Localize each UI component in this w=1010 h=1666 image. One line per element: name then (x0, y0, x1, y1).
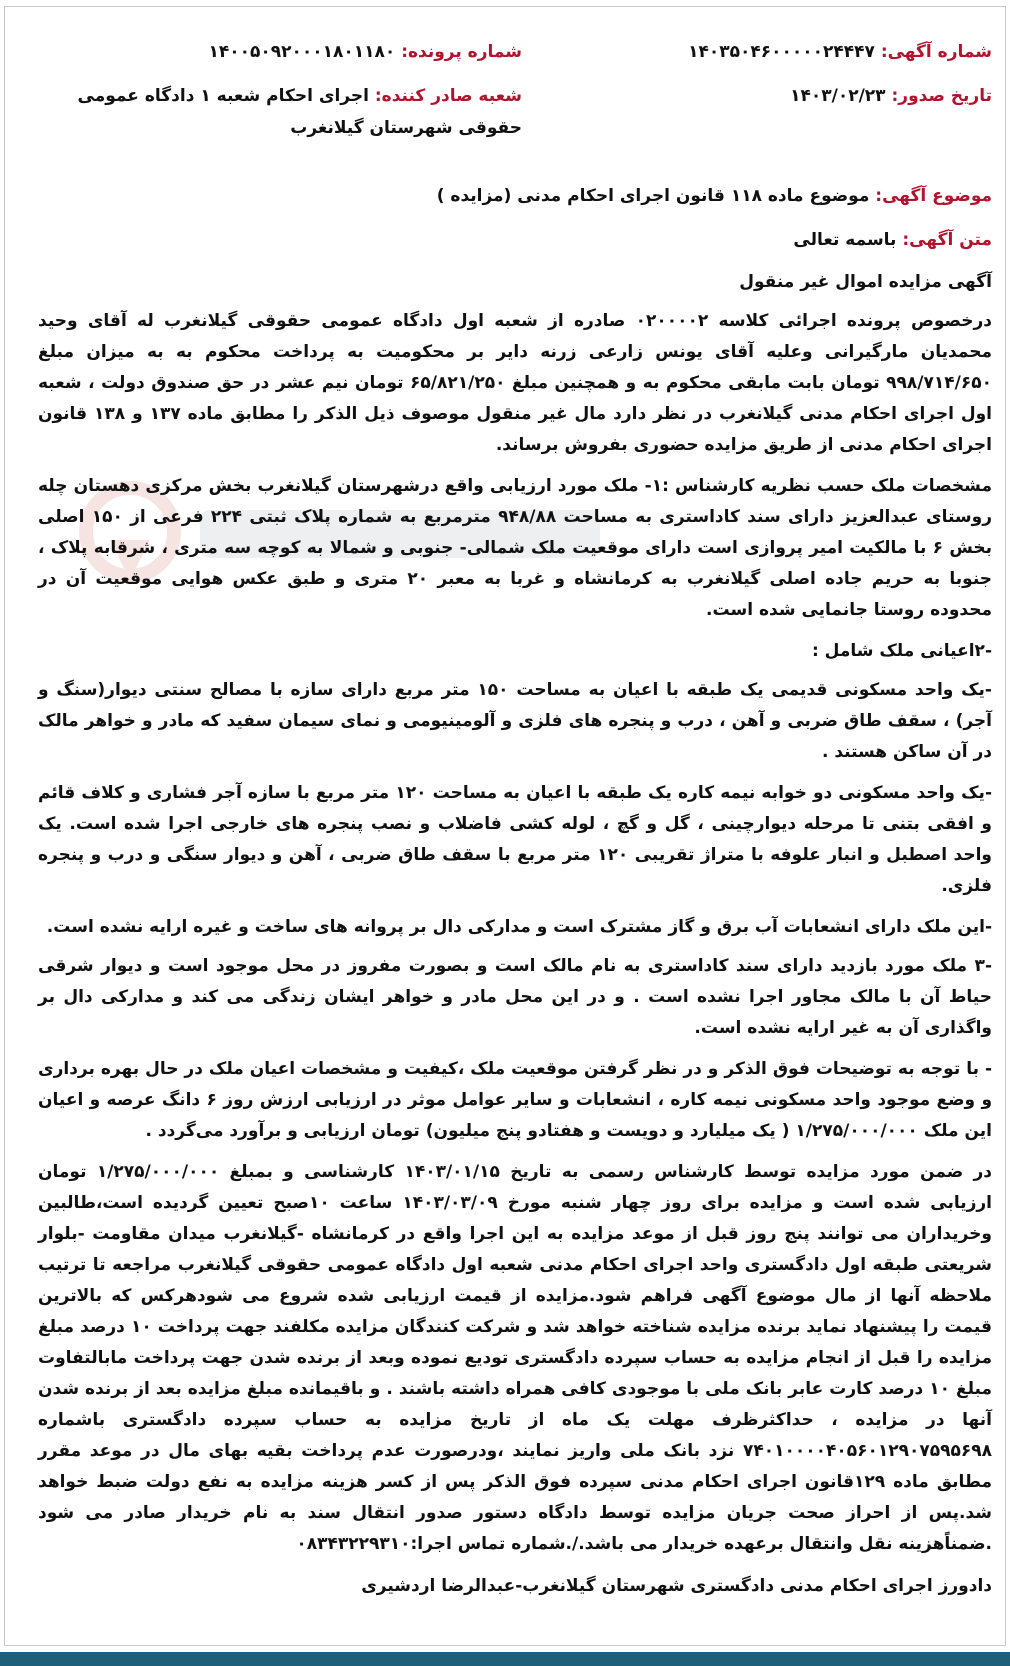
notice-content (38, 36, 992, 1602)
paragraph-cadastral: -۳ ملک مورد بازدید دارای سند کاداستری به نام مالک است و بصورت مفروز در محل موجود است و دیوار شرقی حیاط آن با مالک مجاور اجرا نشده است . و در این محل مادر و خواهر ایشان زندگی می کند و مدارکی دال بر واگذاری آن به غیر ارایه نشده است. (38, 956, 992, 1038)
ad-number-value: ۱۴۰۳۵۰۴۶۰۰۰۰۰۲۴۴۴۷ (688, 42, 875, 62)
paragraph-buildings-heading: -۲اعیانی ملک شامل : (811, 641, 992, 661)
ad-number (552, 36, 992, 68)
issuer-label: شعبه صادر کننده: (374, 86, 522, 106)
signature: دادورز اجرای احکام مدنی دادگستری شهرستان گیلانغرب-عبدالرضا اردشیری (361, 1576, 992, 1596)
issue-date (552, 80, 992, 112)
paragraph-property-specs: مشخصات ملک حسب نظریه کارشناس :۱- ملک مورد ارزیابی واقع درشهرستان گیلانغرب بخش مرکزی دهستان چله روستای عبدالعزیز دارای سند کاداستری به مساحت ۹۴۸/۸۸ مترمربع به شماره پلاک ثبتی ۲۲۴ فرعی از ۱۵۰ اصلی بخش ۶ با مالکیت امیر پروازی است دارای موقعیت ملک شمالی- جنوبی و شمالا به کوچه سه متری ، شرقابه پلاک ، جنوبا به حریم جاده اصلی گیلانغرب به کرمانشاه و غربا به معبر ۲۰ متری و طبق عکس هوایی موقعیت آن در محدوده روستا جانمایی شده است. (38, 476, 993, 620)
subject-value: موضوع ماده ۱۱۸ قانون اجرای احکام مدنی (مزایده ) (436, 186, 870, 206)
ad-number-label: شماره آگهی: (880, 42, 992, 62)
text-label: متن آگهی: (902, 230, 992, 250)
text-label-value: باسمه تعالی (793, 230, 897, 250)
header-row-2 (38, 80, 992, 152)
file-number (42, 36, 522, 68)
text-label-row (38, 224, 992, 264)
subject-label: موضوع آگهی: (875, 186, 992, 206)
paragraph-utilities: -این ملک دارای انشعابات آب برق و گاز مشترک است و مدارکی دال بر پروانه های ساخت و غیره ارایه نشده است. (46, 917, 992, 937)
paragraph-case: درخصوص پرونده اجرائی کلاسه ۰۲۰۰۰۰۲ صادره از شعبه اول دادگاه عمومی حقوقی گیلانغرب له آقای وحید محمدیان مارگیرانی وعلیه آقای یونس زارعی زرنه دایر بر محکومیت به پرداخت محکوم به به میزان مبلغ ۹۹۸/۷۱۴/۶۵۰ تومان بابت مابقی محکوم به و همچنین مبلغ ۶۵/۸۲۱/۲۵۰ تومان نیم عشر در حق صندوق دولت ، شعبه اول اجرای احکام مدنی گیلانغرب در نظر دارد مال غیر منقول موصوف ذیل الذکر را مطابق ماده ۱۳۷ و ۱۳۸ قانون اجرای احکام مدنی از طریق مزایده حضوری بفروش برساند. (38, 311, 992, 455)
notice-title: آگهی مزایده اموال غیر منقول (739, 272, 992, 292)
paragraph-auction-terms: در ضمن مورد مزایده توسط کارشناس رسمی به تاریخ ۱۴۰۳/۰۱/۱۵ کارشناسی و بمبلغ ۱/۲۷۵/۰۰۰/۰۰۰ تومان ارزیابی شده است و مزایده برای روز چهار شنبه مورخ ۱۴۰۳/۰۳/۰۹ ساعت ۱۰صبح تعیین گردیده است،طالبین وخریداران می توانند پنج روز قبل از موعد مزایده به این اجرا واقع در کرمانشاه -گیلانغرب میدان مقاومت -بلوار شریعتی طبقه اول دادگستری واحد اجرای احکام مدنی شعبه اول دادگاه عمومی حقوقی گیلانغرب مراجعه تا ترتیب ملاحظه آنها از مال موضوع آگهی فراهم شود.مزایده از قیمت ارزیابی شده شروع می شودهرکس که بالاترین قیمت را پیشنهاد نماید برنده مزایده شناخته خواهد شد و شرکت کنندگان مزایده مکلفند جهت پرداخت ۱۰ درصد مبلغ مزایده را قبل از انجام مزایده به حساب سپرده دادگستری تودیع نموده وبعد از برنده شدن جهت پرداخت مابالتفاوت مبلغ ۱۰ درصد کارت عابر بانک ملی با موجودی کافی همراه داشته باشند . و باقیمانده مبلغ مزایده بعد از برنده شدن آنها در مزایده ، حداکثرظرف مهلت یک ماه از تاریخ مزایده به حساب سپرده دادگستری باشماره ۷۴۰۱۰۰۰۰۴۰۵۶۰۱۲۹۰۷۵۹۵۶۹۸ نزد بانک ملی واریز نمایند ،ودرصورت عدم پرداخت بقیه بهای مال در موعد مقرر مطابق ماده ۱۲۹قانون اجرای احکام مدنی سپرده فوق الذکر پس از کسر هزینه مزایده به نفع دولت ضبط خواهد شد.پس از احراز صحت جریان مزایده توسط دادگاه دستور صدور انتقال سند به نام خریدار صادر می شود .ضمناًهزینه نقل وانتقال برعهده خریدار می باشد./.شماره تماس اجرا:۰۸۳۴۳۲۲۹۳۱۰ (38, 1162, 993, 1554)
paragraph-old-unit: -یک واحد مسکونی قدیمی یک طبقه با اعیان به مساحت ۱۵۰ متر مربع دارای سازه با مصالح سنتی دیوار(سنگ و آجر) ، سقف طاق ضربی و آهن ، درب و پنجره های فلزی و آلومینیومی و نمای سیمان سفید که مادر و خواهر مالک در آن ساکن هستند . (38, 680, 992, 762)
bottom-bar (0, 1652, 1010, 1666)
file-number-value: ۱۴۰۰۵۰۹۲۰۰۰۱۸۰۱۱۸۰ (208, 42, 396, 62)
header-row-1 (38, 36, 992, 80)
issuer-value: اجرای احکام شعبه ۱ دادگاه عمومی حقوقی شهرستان گیلانغرب (77, 86, 522, 138)
paragraph-new-unit: -یک واحد مسکونی دو خوابه نیمه کاره یک طبقه با اعیان به مساحت ۱۲۰ متر مربع با سازه آجر فشاری و کلاف قائم و افقی بتنی تا مرحله دیوارچینی ، گل و گچ ، لوله کشی فاضلاب و نصب پنجره های خارجی اجرا شده است. یک واحد اصطبل و انبار علوفه با متراژ تقریبی ۱۲۰ متر مربع با سقف طاق ضربی ، آهن و دیوار سنگی و درب و پنجره فلزی. (38, 783, 992, 896)
subject-row (38, 180, 992, 224)
issue-date-label: تاریخ صدور: (891, 86, 992, 106)
paragraph-valuation: - با توجه به توضیحات فوق الذکر و در نظر گرفتن موقعیت ملک ،کیفیت و مشخصات اعیان ملک در حال بهره برداری و وضع موجود واحد مسکونی نیمه کاره ، انشعابات و سایر عوامل موثر در ارزیابی ارزش روز ۶ دانگ عرصه و اعیان این ملک ۱/۲۷۵/۰۰۰/۰۰۰ ( یک میلیارد و دویست و هفتادو پنج میلیون) تومان ارزیابی و برآورد می‌گردد . (38, 1059, 993, 1141)
issuer (52, 80, 522, 144)
file-number-label: شماره پرونده: (401, 42, 522, 62)
issue-date-value: ۱۴۰۳/۰۲/۲۳ (790, 86, 886, 106)
